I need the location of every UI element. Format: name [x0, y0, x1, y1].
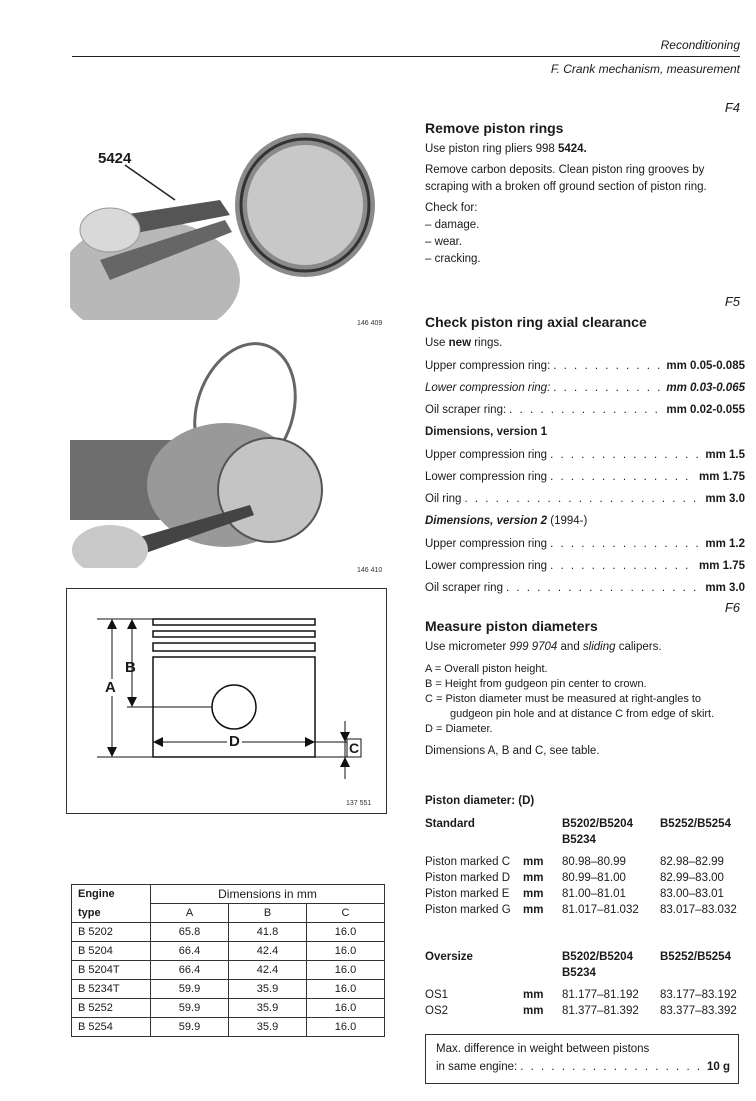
weight-value: 10 g — [706, 1061, 730, 1073]
section-f5-label: F5 — [724, 294, 740, 309]
f5-use-post: rings. — [471, 337, 503, 349]
row-value2: 82.98–82.99 — [660, 856, 724, 868]
f6-use-tool: 999 9704 — [509, 641, 558, 653]
row-value1: 81.177–81.192 — [562, 989, 639, 1001]
cell-b: 35.9 — [229, 1018, 307, 1037]
cell-b: 35.9 — [229, 999, 307, 1018]
cell-c: 16.0 — [307, 942, 385, 961]
dimension-row — [425, 469, 745, 486]
piston-diameter-title: Piston diameter: (D) — [425, 795, 535, 807]
oversize-col1: B5202/B5204 — [562, 951, 633, 963]
piston-diameter-table — [425, 795, 745, 1025]
row-label: OS2 — [425, 1005, 449, 1017]
dimension-row — [425, 491, 745, 508]
photo-label-5424: 5424 — [98, 150, 132, 167]
cell-b: 42.4 — [229, 961, 307, 980]
f4-check: Check for: — [425, 202, 478, 214]
standard-row — [425, 856, 745, 871]
table-row — [72, 980, 385, 999]
clearance-row — [425, 402, 745, 419]
cell-type: B 5234T — [72, 980, 151, 999]
cell-type: B 5252 — [72, 999, 151, 1018]
cell-a: 66.4 — [151, 961, 229, 980]
dimension-value: mm 1.75 — [698, 471, 745, 483]
row-label: Piston marked D — [425, 872, 511, 884]
weight-line2 — [436, 1061, 730, 1073]
clearance-row — [425, 358, 745, 375]
version2-title — [425, 513, 745, 530]
photo-feeler-gauge — [70, 340, 385, 568]
section-f6 — [425, 618, 745, 764]
section-f6-label: F6 — [724, 600, 740, 615]
cell-b: 42.4 — [229, 942, 307, 961]
f4-paragraph: Remove carbon deposits. Clean piston ring grooves by scraping with a broken off ground section of piston ring. — [425, 164, 707, 193]
weight-label: in same engine: — [436, 1061, 518, 1073]
definition-item: B = Height from gudgeon pin center to crown. — [425, 678, 647, 690]
row-unit: mm — [523, 856, 544, 868]
f5-use-pre: Use — [425, 337, 449, 349]
cell-a: 59.9 — [151, 1018, 229, 1037]
standard-row — [425, 904, 745, 919]
row-label: OS1 — [425, 989, 449, 1001]
row-value1: 80.98–80.99 — [562, 856, 626, 868]
header-subtitle: F. Crank mechanism, measurement — [550, 62, 740, 76]
cell-type: B 5204T — [72, 961, 151, 980]
row-value2: 83.017–83.032 — [660, 904, 737, 916]
f4-item: – damage. — [425, 219, 480, 231]
f5-use-line — [425, 335, 745, 352]
cell-a: 59.9 — [151, 999, 229, 1018]
definition-item: A = Overall piston height. — [425, 663, 548, 675]
f6-use-pre: Use micrometer — [425, 641, 510, 653]
cell-type: B 5254 — [72, 1018, 151, 1037]
f6-use-post: calipers. — [615, 641, 662, 653]
dimension-label: Oil scraper ring — [425, 582, 503, 594]
piston-dimension-diagram — [66, 588, 387, 814]
photo2-caption: 146 410 — [357, 567, 383, 574]
standard-col1: B5202/B5204 — [562, 818, 633, 830]
f4-tool-line — [425, 141, 745, 158]
diagram-label-d: D — [229, 733, 240, 750]
cell-b: 41.8 — [229, 923, 307, 942]
table-header-type: type — [72, 904, 151, 923]
dimension-row — [425, 558, 745, 575]
row-unit: mm — [523, 989, 544, 1001]
section-f4-label: F4 — [724, 100, 740, 115]
f6-use-sliding: sliding — [582, 641, 616, 653]
oversize-label: Oversize — [425, 951, 473, 963]
cell-c: 16.0 — [307, 923, 385, 942]
cell-type: B 5204 — [72, 942, 151, 961]
f4-item: – cracking. — [425, 253, 481, 265]
clearance-value: mm 0.05-0.085 — [666, 360, 745, 372]
row-value1: 81.377–81.392 — [562, 1005, 639, 1017]
table-header-c: C — [307, 904, 385, 923]
f6-note: Dimensions A, B and C, see table. — [425, 745, 600, 757]
row-value2: 83.377–83.392 — [660, 1005, 737, 1017]
clearance-label: Lower compression ring: — [425, 382, 551, 394]
row-label: Piston marked G — [425, 904, 511, 916]
dimension-value: mm 1.75 — [698, 560, 745, 572]
row-value2: 82.99–83.00 — [660, 872, 724, 884]
standard-label: Standard — [425, 818, 475, 830]
oversize-col1b: B5234 — [562, 967, 596, 979]
definition-item: C = Piston diameter must be measured at right-angles to gudgeon pin hole and at distance C from edge of skirt. — [425, 693, 715, 720]
table-row — [72, 961, 385, 980]
row-value2: 83.00–83.01 — [660, 888, 724, 900]
f6-use-mid: and — [557, 641, 583, 653]
oversize-row — [425, 1005, 745, 1020]
dimension-value: mm 3.0 — [705, 582, 745, 594]
header-rule — [72, 56, 740, 57]
cell-type: B 5202 — [72, 923, 151, 942]
diagram-label-c: C — [349, 740, 360, 756]
row-value1: 80.99–81.00 — [562, 872, 626, 884]
table-header-engine: Engine — [72, 885, 151, 904]
dimension-row — [425, 580, 745, 597]
row-value1: 81.017–81.032 — [562, 904, 639, 916]
header-title: Reconditioning — [660, 38, 740, 52]
row-label: Piston marked C — [425, 856, 511, 868]
table-header-b: B — [229, 904, 307, 923]
definition-list — [425, 662, 745, 737]
cell-a: 65.8 — [151, 923, 229, 942]
clearance-value: mm 0.03-0.065 — [666, 382, 745, 394]
dimension-label: Upper compression ring — [425, 538, 548, 550]
table-header-a: A — [151, 904, 229, 923]
row-unit: mm — [523, 888, 544, 900]
dimension-value: mm 1.5 — [705, 449, 745, 461]
f4-tool-number: 5424. — [557, 143, 587, 155]
row-label: Piston marked E — [425, 888, 510, 900]
version2-title-text: Dimensions, version 2 — [425, 515, 548, 527]
dimension-label: Upper compression ring — [425, 449, 548, 461]
engine-dimensions-table — [71, 884, 385, 1037]
dimension-label: Lower compression ring — [425, 471, 548, 483]
cell-c: 16.0 — [307, 961, 385, 980]
f4-tool-text: Use piston ring pliers 998 — [425, 143, 558, 155]
standard-col2: B5252/B5254 — [660, 818, 731, 830]
table-row — [72, 1018, 385, 1037]
dimension-label: Oil ring — [425, 493, 462, 505]
table-row — [72, 999, 385, 1018]
table-row — [72, 942, 385, 961]
f4-item: – wear. — [425, 236, 463, 248]
section-f5 — [425, 314, 745, 602]
clearance-label: Upper compression ring: — [425, 360, 551, 372]
photo1-caption: 146 409 — [357, 320, 383, 327]
standard-row — [425, 888, 745, 903]
table-row — [72, 923, 385, 942]
standard-col1b: B5234 — [562, 834, 596, 846]
dimension-value: mm 1.2 — [705, 538, 745, 550]
table-header-dims: Dimensions in mm — [151, 885, 385, 904]
f6-title: Measure piston diameters — [425, 618, 598, 634]
f4-title: Remove piston rings — [425, 120, 564, 136]
clearance-row — [425, 380, 745, 397]
row-value1: 81.00–81.01 — [562, 888, 626, 900]
dimension-label: Lower compression ring — [425, 560, 548, 572]
cell-c: 16.0 — [307, 999, 385, 1018]
diagram-label-b: B — [125, 659, 136, 676]
row-unit: mm — [523, 1005, 544, 1017]
clearance-value: mm 0.02-0.055 — [666, 404, 745, 416]
weight-line1: Max. difference in weight between pistons — [436, 1043, 650, 1055]
dimension-row — [425, 536, 745, 553]
f6-use-line — [425, 639, 745, 656]
version1-title: Dimensions, version 1 — [425, 426, 548, 438]
row-unit: mm — [523, 904, 544, 916]
row-unit: mm — [523, 872, 544, 884]
dimension-value: mm 3.0 — [705, 493, 745, 505]
row-value2: 83.177–83.192 — [660, 989, 737, 1001]
f5-title: Check piston ring axial clearance — [425, 314, 647, 330]
diagram-caption: 137 551 — [346, 800, 372, 807]
weight-box — [425, 1034, 739, 1084]
cell-c: 16.0 — [307, 980, 385, 999]
cell-c: 16.0 — [307, 1018, 385, 1037]
standard-row — [425, 872, 745, 887]
cell-b: 35.9 — [229, 980, 307, 999]
clearance-label: Oil scraper ring: — [425, 404, 507, 416]
diagram-label-a: A — [105, 679, 116, 696]
f5-use-bold: new — [448, 337, 472, 349]
version2-year: (1994-) — [547, 515, 588, 527]
photo-ring-pliers — [70, 110, 385, 320]
definition-item: D = Diameter. — [425, 723, 493, 735]
section-f4 — [425, 120, 745, 268]
oversize-col2: B5252/B5254 — [660, 951, 731, 963]
oversize-row — [425, 989, 745, 1004]
cell-a: 59.9 — [151, 980, 229, 999]
cell-a: 66.4 — [151, 942, 229, 961]
dimension-row — [425, 447, 745, 464]
